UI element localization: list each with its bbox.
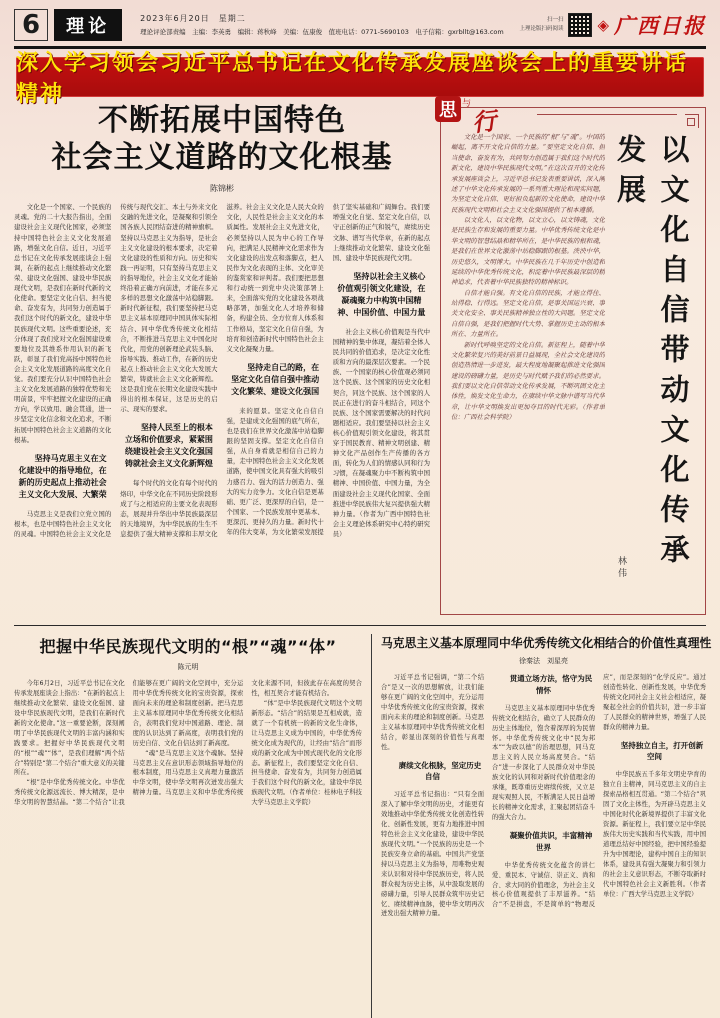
panel-body bbox=[451, 124, 605, 606]
page-header bbox=[14, 6, 706, 44]
main-paragraph: 来的愿景。坚定文化自信自强，是建成文化强国的底气所在，也是我们在世界文化激荡中站稳脚跟的坚固支撑。坚定文化自信自强，从自身看就是相信自己的力量，走中国特色社会主义文化发展道路，使中国文化具有强大的吸引力感召力、强大的活力创造力、强大的实力竞争力。文化自信是更基础、更广泛、更深厚的自信，是一个国家、一个民族发展中更基本、更深沉、更持久的力量。新时代十年的伟大变革，为文化繁荣发展提供了坚实基础和广阔舞台。我们要增强文化自觉、坚定文化自信，以守正创新的正气和锐气，赓续历史文脉、谱写当代华章，在新的起点上继续推动文化繁荣、建设文化强国、建设中华民族现代文明。 bbox=[226, 203, 430, 537]
bl-paragraph: “体”是中华民族现代文明这个文明新形态。“结合”的结果是互相成就，造就了一个有机统一的新的文化生命体，让马克思主义成为中国的，中华优秀传统文化成为现代的，让经由“结合”而形成的新文化成为中国式现代化的文化形态。新征程上，我们要坚定文化自信、担当使命、奋发有为，共同努力创造属于我们这个时代的新文化，建设中华民族现代文明。（作者单位：桂林电子科技大学马克思主义学院） bbox=[251, 699, 362, 807]
bottom-left-author: 陈元明 bbox=[177, 663, 199, 671]
section-label: 理论 bbox=[54, 9, 122, 41]
bottom-right-body bbox=[381, 673, 706, 1011]
qr-caption: 扫一扫 上理论版扫码阅读 bbox=[519, 17, 564, 32]
qr-code-icon bbox=[568, 13, 592, 37]
bl-paragraph: 今年6月2日，习近平总书记在文化传承发展座谈会上指出：“在新的起点上继续推动文化繁荣、建设文化强国、建设中华民族现代文明，是我们在新时代新的文化使命。”这一重要论断，深刻阐明了中华民族现代文明的丰富内涵和实践要求。把握好中华民族现代文明的“根”“魂”“体”，是我们理解“两个结合”特别是“第二个结合”重大意义的关键所在。 bbox=[14, 680, 125, 777]
panel-paragraph: 新时代呼唤坚定的文化自信。新征程上，随着中华文化繁荣复兴的美好前景日益展现，全社会文化建设的创造热情进一步迸发，最大程度地凝聚起推进文化强国建设的磅礴力量，是历史与时代赋予我们的必然要求。我们要以文化自信带动文化传承发展，不断巩固文化主体性，焕发文化生命力，在赓续中华文脉中谱写当代华章，让中华文明焕发出更加夺目的时代光彩。（作者单位：广西社会科学院） bbox=[451, 340, 605, 422]
bottom-right-headline: 马克思主义基本原理同中华优秀传统文化相结合的价值性真理性 bbox=[381, 636, 712, 650]
main-subhead-2: 坚持人民至上的根本立场和价值要求，紧紧围绕建设社会主义文化强国铸就社会主义文化新辉煌 bbox=[124, 423, 213, 469]
diamond-logo-icon: ◈ bbox=[597, 15, 609, 34]
bottom-section bbox=[14, 634, 712, 1018]
main-paragraph: 社会主义核心价值观是当代中国精神的集中体现，凝结着全体人民共同的价值追求，是决定文化性质和方向的最深层次要素。一个民族、一个国家的核心价值观必须同这个民族、这个国家的历史文化相契合，同这个民族、这个国家的人民正在进行的奋斗相结合，同这个民族、这个国家需要解决的时代问题相适应。我们要坚持以社会主义核心价值观引领文化建设，将其贯穿于国民教育、精神文明创建、精神文化产品创作生产传播的各方面，转化为人们的情感认同和行为习惯，在凝魂聚力中不断构筑中国精神、中国价值、中国力量，为全面建设社会主义现代化国家、全面推进中华民族伟大复兴提供强大精神力量。（作者为广西中国特色社会主义理论体系研究中心特约研究员） bbox=[332, 327, 430, 539]
xing-logo-char: 行 bbox=[470, 105, 498, 138]
bl-paragraph: “魂”是马克思主义这个魂脉。坚持马克思主义在意识形态领域指导地位的根本制度，用马克思主义真理力量激活中华文明，使中华文明再次迸发出强大精神力量。马克思主义和中华优秀传统文化来源不同，但彼此存在高度的契合性，相互契合才能有机结合。 bbox=[132, 680, 362, 797]
br-subhead-1: 赓续文化根脉，坚定历史自信 bbox=[398, 760, 482, 782]
bottom-left-article bbox=[14, 634, 362, 1018]
side-panel bbox=[439, 99, 706, 615]
page-number: 6 bbox=[14, 9, 48, 41]
bottom-right-article bbox=[381, 634, 712, 1018]
main-paragraph: 文化是一个国家、一个民族的灵魂。党的二十大报告指出，全面建设社会主义现代化国家，必须坚持中国特色社会主义文化发展道路，增强文化自信。近日，习近平总书记在文化传承发展座谈会上强调，在新的起点上继续推动文化繁荣、建设文化强国、建设中华民族现代文明，是我们在新时代新的文化使命。要坚定文化自信、担当使命、奋发有为，共同努力创造属于我们这个时代的新文化，建设中华民族现代文明。这些重要论述，充分体现了我们党对文化强国建设重要地位及其维系作用认识的新飞跃，彰显了我们党高扬中国特色社会主义文化发展道路的高度文化自觉。我们要充分认识中国特色社会主义文化发展道路的独特优势和光明前景，牢牢把握文化建设的正确方向，学以致用、融会贯通，进一步坚定文化信念和文化追求，不断拓展中国特色社会主义道路的文化根基。 bbox=[14, 203, 112, 444]
panel-author: 林伟 bbox=[616, 556, 626, 580]
panel-inner bbox=[451, 124, 697, 606]
panel-paragraph: 以文化人，以文化物，以文立心，以文铸魂，文化是民族生存和发展的重要力量。中华优秀传统文化是中华文明的智慧结晶和精华所在，是中华民族的根和魂，是我们在世界文化激荡中站稳脚跟的根基。泱泱中华，历史悠久，文明博大。中华民族在几千年历史中创造和延续的中华优秀传统文化，积淀着中华民族最深层的精神追求，代表着中华民族独特的精神标识。 bbox=[451, 216, 605, 287]
section-divider bbox=[14, 625, 706, 626]
header-right bbox=[519, 10, 706, 40]
bottom-articles-divider bbox=[371, 634, 372, 1018]
main-author: 陈锦彬 bbox=[210, 184, 234, 194]
bottom-left-body bbox=[14, 679, 362, 1017]
br-paragraph: 中华民族五千多年文明史孕育的独立自主精神，同马克思主义的自主探索品格相互贯通。“第二个结合”巩固了文化主体性，为开辟马克思主义中国化时代化新境界提供了丰富文化资源。新征程上，我们要立足中华民族伟大历史实践和当代实践，用中国道理总结好中国经验，把中国经验提升为中国理论，建构中国自主的知识体系，建设具有强大凝聚力和引领力的社会主义意识形态，不断夺取新时代中国特色社会主义新胜利。（作者单位：广西大学马克思主义学院） bbox=[603, 771, 706, 898]
br-paragraph: 习近平总书记强调，“第二个结合”是又一次的思想解放，让我们能够在更广阔的文化空间中，充分运用中华优秀传统文化的宝贵资源，探索面向未来的理论和制度创新。马克思主义基本原理同中华优秀传统文化相结合，彰显出深刻的价值性与真理性。 bbox=[381, 674, 484, 751]
br-subhead-3: 凝聚价值共识，丰富精神世界 bbox=[509, 830, 593, 852]
yu-logo-char: 与 bbox=[462, 99, 472, 109]
panel-ornament-line bbox=[537, 114, 677, 115]
theme-banner bbox=[16, 51, 704, 107]
main-article-body bbox=[14, 202, 430, 606]
panel-vertical-title: 以文化自信带动文化传承发展 bbox=[613, 134, 691, 574]
banner-text: 深入学习领会习近平总书记在文化传承发展座谈会上的重要讲话精神 bbox=[16, 51, 689, 107]
date-line: 2023年6月20日 星期二 bbox=[140, 14, 246, 24]
newspaper-masthead: 广西日报 bbox=[614, 13, 706, 38]
main-article bbox=[14, 103, 430, 615]
main-headline bbox=[14, 103, 430, 176]
main-headline-line1: 不断拓展中国特色 bbox=[98, 103, 346, 138]
panel-paragraph: 自信才能自强。有文化自信的民族，才能立得住、站得稳、行得远。坚定文化自信，是事关国运兴衰、事关文化安全、事关民族精神独立性的大问题。坚定文化自信自强，是我们把握时代大势、掌握历史主动的根本所在、力量所在。 bbox=[451, 288, 605, 339]
bottom-right-authors: 徐秦法 刘星亮 bbox=[519, 657, 568, 665]
credits-line: 理论评论部责编 主编：李英勇 编辑：蒋秋峰 美编：伍康俊 值班电话：0771-5690103 电子信箱：gxrbllt@163.com bbox=[140, 28, 504, 37]
main-subhead-4: 坚持以社会主义核心价值观引领文化建设，在凝魂聚力中构筑中国精神、中国价值、中国力量 bbox=[337, 271, 426, 317]
br-subhead-2: 贯通立场方法，恪守为民情怀 bbox=[509, 674, 593, 695]
siyuxing-logo bbox=[435, 96, 496, 137]
main-headline-line2: 社会主义道路的文化根基 bbox=[51, 139, 393, 175]
br-subhead-4: 坚持独立自主，打开创新空间 bbox=[620, 740, 704, 762]
main-paragraph: 每个时代的文化有每个时代的烙印，中华文化在不同历史阶段形成了与之相适应的主要文化表现形态，展现并升华出中华民族最深层的天地境界，为中华民族的生生不息提供了强大精神支撑和丰厚文化滋养。社会主义文化是人民大众的文化，人民性是社会主义文化的本质属性。发展社会主义先进文化，必须坚持以人民为中心的工作导向，把满足人民精神文化需求作为文化建设的出发点和落脚点，把人民作为文化表现的主体、文化审美的鉴赏家和评判者。我们要把思想和行动统一到党中央决策部署上来，全面落实党的文化建设各项战略部署，加强文化人才培养和储备，构建全员、全方位育人体系和工作格局，坚定文化自信自强，为培育和创造新时代中国特色社会主义文化凝聚力量。 bbox=[120, 203, 324, 539]
main-subhead-3: 坚持走自己的路，在坚定文化自信自强中推动文化繁荣、建设文化强国 bbox=[231, 362, 320, 396]
main-section bbox=[14, 99, 706, 615]
main-subhead-1: 坚持马克思主义在文化建设中的指导地位，在新的历史起点上推动社会主义文化大发展、大繁荣 bbox=[18, 453, 107, 499]
main-paragraph: 马克思主义是我们立党立国的根本，也是中国特色社会主义文化的灵魂。中国特色社会主义文化是传统与现代交汇、本土与外来文化交融的先进文化，是凝聚和引领全国各族人民团结奋进的精神旗帜。坚持以马克思主义为指导，是社会主义文化建设的根本要求，决定着文化建设的性质和方向。历史和实践一再证明，只有坚持马克思主义的指导地位，社会主义文化才能始终沿着正确方向前进，才能在多元多样的思想文化激荡中站稳脚跟。新时代新征程，我们要坚持把马克思主义基本原理同中国具体实际相结合、同中华优秀传统文化相结合，不断推进马克思主义中国化时代化，用党的创新理论武装头脑、指导实践、推动工作，在新的历史起点上推动社会主义文化大发展大繁荣，铸就社会主义文化新辉煌。这是我们党在长期文化建设实践中得出的根本保证，这是历史的启示、现实的要求。 bbox=[14, 203, 218, 539]
panel-title-block bbox=[605, 124, 697, 606]
bl-paragraph: “根”是中华优秀传统文化。中华优秀传统文化源远流长、博大精深，是中华文明的智慧结晶。“第二个结合”让我们能够在更广阔的文化空间中，充分运用中华优秀传统文化的宝贵资源，探索面向未来的理论和制度创新。把马克思主义基本原理同中华优秀传统文化相结合，表明我们党对中国道路、理论、制度的认识达到了新高度，表明我们党的历史自信、文化自信达到了新高度。 bbox=[14, 680, 244, 807]
header-meta bbox=[140, 11, 504, 39]
br-paragraph: 马克思主义基本原理同中华优秀传统文化相结合，确立了人民群众的历史主体地位，饱含着深厚的为民情怀。中华优秀传统文化中“民为邦本”“为政以德”的治理思想，同马克思主义的人民立场高度契合。“结合”进一步深化了人民群众对中华民族文化的认同和对新时代价值理念的承继，既尊重历史赓续传统，又立足现实观照人民，不断满足人民日益增长的精神文化需求，汇聚起团结奋斗的强大合力。 bbox=[492, 704, 595, 821]
bottom-left-headline: 把握中华民族现代文明的“根”“魂”“体” bbox=[39, 637, 337, 656]
si-logo-box: 思 bbox=[435, 96, 461, 122]
br-paragraph: 习近平总书记指出：“只有全面深入了解中华文明的历史，才能更有效地推动中华优秀传统文化创造性转化、创新性发展，更有力地推进中国特色社会主义文化建设，建设中华民族现代文明。”一个民族的历史是一个民族安身立命的基础。中国共产党坚持以马克思主义为指导，用唯物史观来认识和对待中华民族历史，将人民群众视为历史主体，从中汲取发展的磅礴力量，引导人民群众筑牢历史记忆、赓续精神血脉，使中华文明再次迸发出强大精神力量。 bbox=[381, 791, 484, 918]
br-paragraph: 中华优秀传统文化蕴含的讲仁爱、重民本、守诚信、崇正义、尚和合、求大同的价值理念，为社会主义核心价值观提供了丰厚滋养。“结合”不是拼盘，不是简单的“物理反应”，而是深刻的“化学反应”。通过创造性转化、创新性发展，中华优秀传统文化同社会主义社会相适应，凝聚起全社会的价值共识，进一步丰富了人民群众的精神世界，增强了人民群众的精神力量。 bbox=[492, 674, 706, 909]
panel-paragraph: 文化是一个国家、一个民族的“根”与“魂”。中国的崛起，离不开文化自信的力量。“要坚定文化自信、担当使命、奋发有为，共同努力创造属于我们这个时代的新文化，建设中华民族现代文明。”在这次召开的文化传承发展座谈会上，习近平总书记发表重要讲话，深入阐述了中华文化传承发展的一系列重大理论和现实问题，为坚定文化自信、更好担负起新的文化使命，建设中华民族现代文明和社会主义文化强国提供了根本遵循。 bbox=[451, 133, 605, 214]
